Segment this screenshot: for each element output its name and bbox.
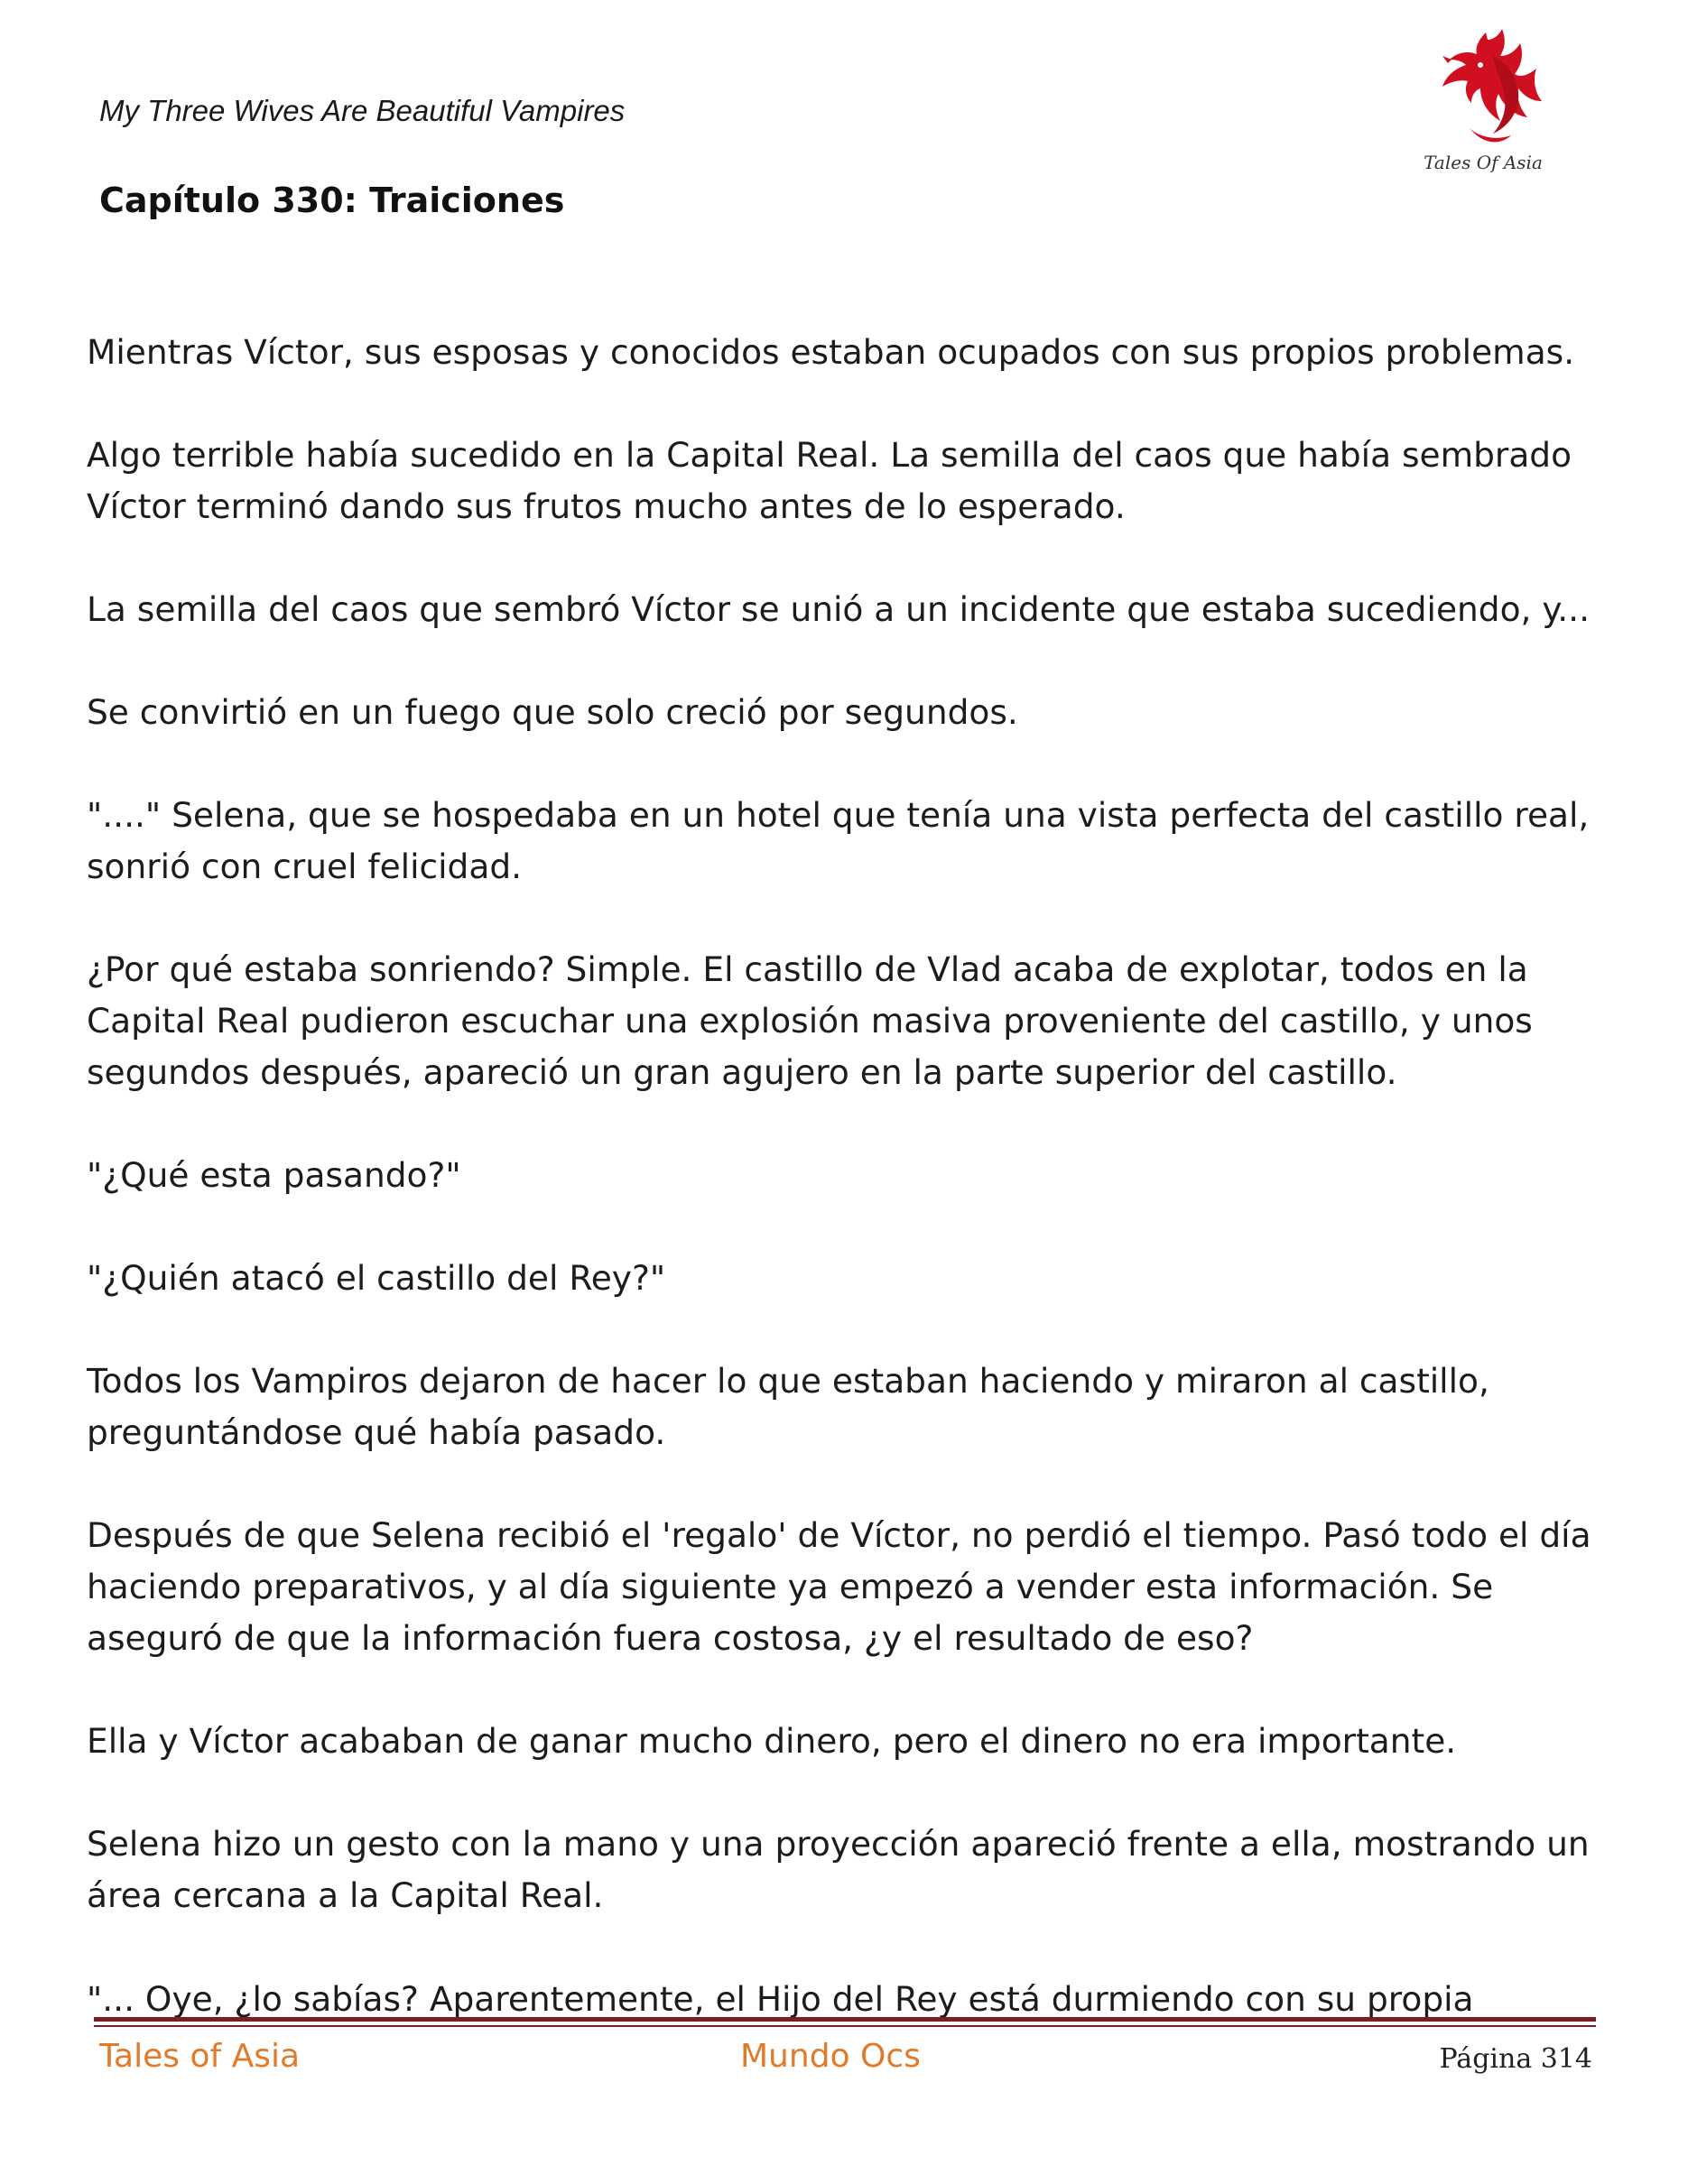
paragraph [87,1818,1621,1921]
paragraph-line: Mientras Víctor, sus esposas y conocidos estaban ocupados con sus propios problemas. [87,332,1575,372]
paragraph-line: Todos los Vampiros dejaron de hacer lo que estaban haciendo y miraron al castillo, [87,1361,1489,1401]
footer-rule-thin [94,2025,1596,2027]
logo-text: Tales Of Asia [1424,152,1543,173]
paragraph [87,1356,1621,1458]
paragraph-line: "¿Qué esta pasando?" [87,1155,461,1195]
paragraph-line: Capital Real pudieron escuchar una explosión masiva proveniente del castillo, y unos [87,1001,1533,1041]
paragraph-line: Después de que Selena recibió el 'regalo' de Víctor, no perdió el tiempo. Pasó todo el día [87,1515,1591,1555]
chapter-title: Capítulo 330: Traiciones [99,180,565,220]
paragraph-line: Ella y Víctor acababan de ganar mucho dinero, pero el dinero no era importante. [87,1721,1457,1761]
paragraph [87,1510,1621,1664]
footer-site-name: Tales of Asia [99,2038,301,2075]
paragraph [87,1253,1621,1304]
footer-section-name: Mundo Ocs [740,2038,921,2075]
paragraph-line: sonrió con cruel felicidad. [87,847,523,886]
paragraph-line: "¿Quién atacó el castillo del Rey?" [87,1258,666,1298]
paragraph-line: área cercana a la Capital Real. [87,1875,604,1915]
paragraph-line: ¿Por qué estaba sonriendo? Simple. El castillo de Vlad acaba de explotar, todos en la [87,949,1528,989]
paragraph [87,790,1621,893]
footer-rule [94,2017,1596,2022]
paragraph [87,327,1621,378]
page-number: Página 314 [1439,2043,1592,2075]
chapter-body [87,327,1621,1973]
cut-off-line-text: "... Oye, ¿lo sabías? Aparentemente, el Hijo del Rey está durmiendo con su propia [87,1979,1474,2017]
paragraph [87,944,1621,1098]
paragraph-line: haciendo preparativos, y al día siguiente ya empezó a vender esta información. Se [87,1567,1494,1606]
paragraph [87,584,1621,635]
tales-of-asia-logo [1415,20,1551,182]
series-title: My Three Wives Are Beautiful Vampires [99,94,626,127]
paragraph [87,1150,1621,1201]
paragraph [87,430,1621,532]
paragraph [87,687,1621,738]
paragraph-line: Se convirtió en un fuego que solo creció por segundos. [87,692,1018,732]
paragraph [87,1716,1621,1767]
paragraph-line: "...." Selena, que se hospedaba en un hotel que tenía una vista perfecta del castillo real, [87,795,1590,835]
paragraph-line: preguntándose qué había pasado. [87,1412,666,1452]
paragraph-line: Selena hizo un gesto con la mano y una proyección apareció frente a ella, mostrando un [87,1824,1590,1864]
paragraph-line: La semilla del caos que sembró Víctor se unió a un incidente que estaba sucediendo, y... [87,589,1590,629]
paragraph-line: segundos después, apareció un gran agujero en la parte superior del castillo. [87,1052,1397,1092]
paragraph-line: aseguró de que la información fuera costosa, ¿y el resultado de eso? [87,1618,1254,1658]
paragraph-line: Algo terrible había sucedido en la Capital Real. La semilla del caos que había sembrado [87,435,1572,475]
paragraph-line: Víctor terminó dando sus frutos mucho antes de lo esperado. [87,486,1126,526]
